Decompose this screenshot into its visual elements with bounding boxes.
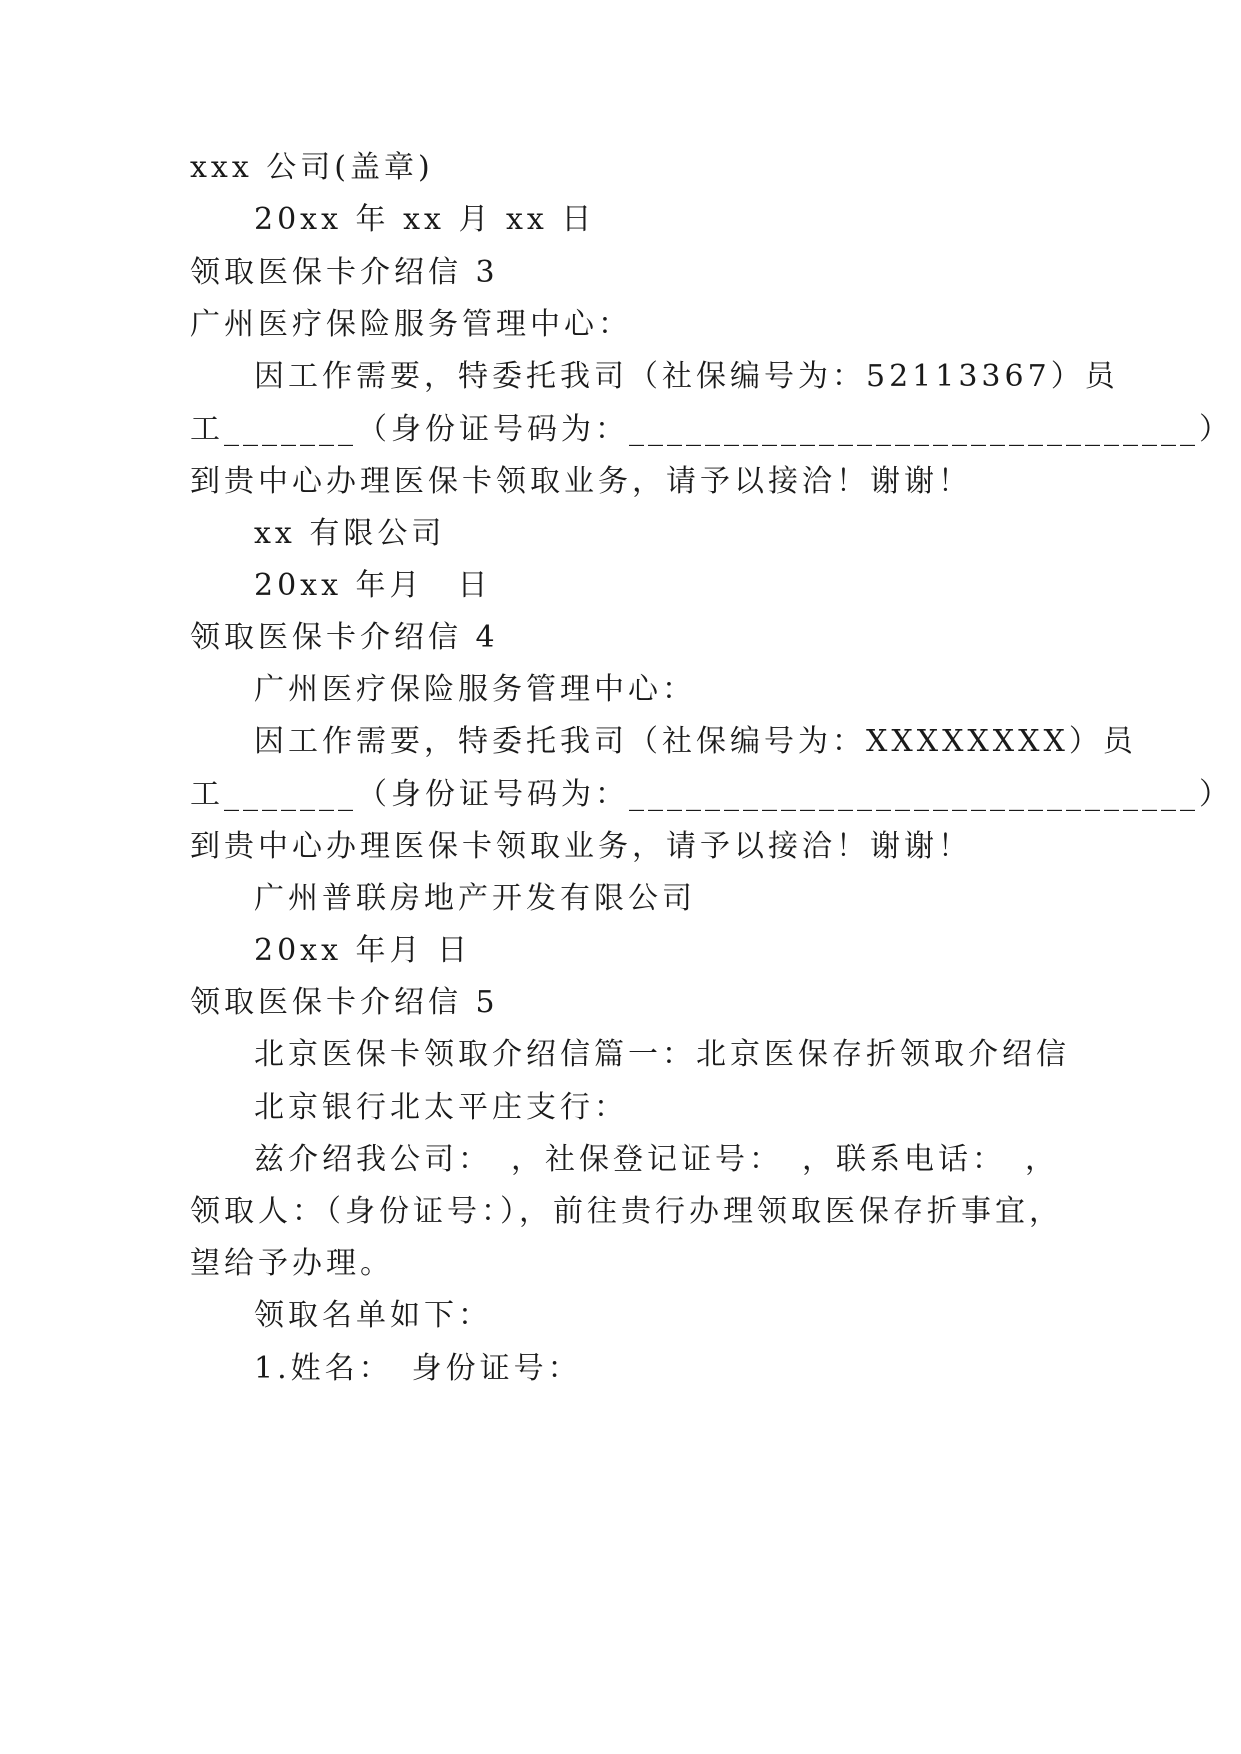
letter-heading-5: 领取医保卡介绍信 5	[190, 985, 499, 1020]
signature-company: xx 有限公司	[254, 516, 446, 551]
date-line: 20xx 年 xx 月 xx 日	[254, 202, 596, 237]
letter-heading-3: 领取医保卡介绍信 3	[190, 255, 499, 290]
body-line: 到贵中心办理医保卡领取业务，请予以接洽！谢谢！	[190, 829, 972, 864]
signature-date: 20xx 年月 日	[254, 568, 492, 603]
body-line-id: 工_______（身份证号码为：______________________________）	[190, 777, 1233, 812]
company-seal-line: xxx 公司(盖章)	[190, 150, 434, 185]
list-heading: 领取名单如下：	[254, 1298, 492, 1333]
body-line: 兹介绍我公司： ，社保登记证号： ，联系电话： ，	[254, 1142, 1059, 1177]
signature-company: 广州普联房地产开发有限公司	[254, 881, 696, 916]
signature-date: 20xx 年月 日	[254, 933, 472, 968]
body-line: 因工作需要，特委托我司（社保编号为：52113367）员	[254, 359, 1119, 394]
recipient-line: 广州医疗保险服务管理中心：	[190, 307, 632, 342]
recipient-line: 北京银行北太平庄支行：	[254, 1090, 628, 1125]
body-line-id: 工_______（身份证号码为：______________________________）	[190, 412, 1233, 447]
body-line: 因工作需要，特委托我司（社保编号为：XXXXXXXX）员	[254, 724, 1137, 759]
body-line: 到贵中心办理医保卡领取业务，请予以接洽！谢谢！	[190, 464, 972, 499]
recipient-line: 广州医疗保险服务管理中心：	[254, 672, 696, 707]
body-line: 望给予办理。	[190, 1246, 394, 1281]
subtitle-line: 北京医保卡领取介绍信篇一：北京医保存折领取介绍信	[254, 1037, 1070, 1072]
letter-heading-4: 领取医保卡介绍信 4	[190, 620, 499, 655]
body-line: 领取人：（身份证号：），前往贵行办理领取医保存折事宜，	[190, 1194, 1063, 1229]
list-item: 1.姓名： 身份证号：	[254, 1351, 582, 1386]
